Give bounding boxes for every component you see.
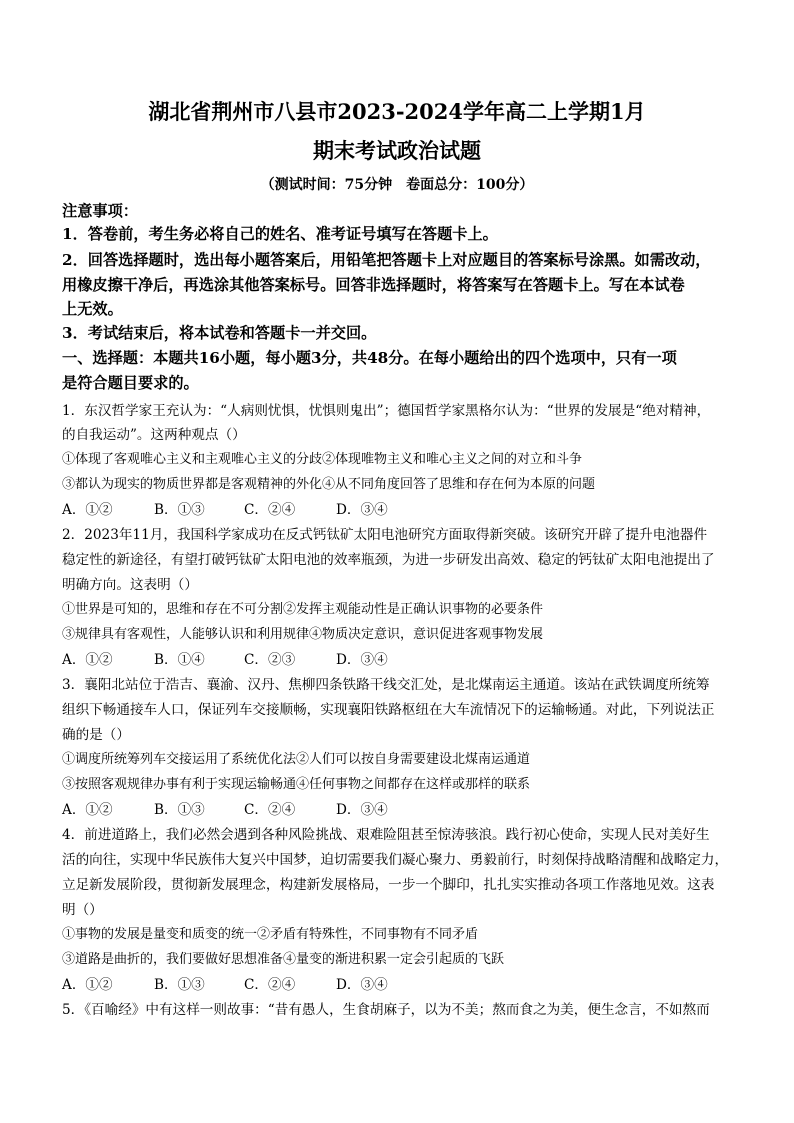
notice-item-1: 1．答卷前，考生务必将自己的姓名、准考证号填写在答题卡上。 [62, 225, 498, 243]
q3-option-d: D．③④ [336, 802, 388, 818]
section-heading-line2: 是符合题目要求的。 [62, 374, 199, 392]
notice-item-2-line1: 2．回答选择题时，选出每小题答案后，用铅笔把答题卡上对应题目的答案标号涂黑。如需改动， [62, 251, 711, 269]
q2-stem-line1: 2．2023年11月，我国科学家成功在反式钙钛矿太阳电池研究方面取得新突破。该研究开辟了提升电池器件 [62, 527, 708, 543]
q1-stem-line2: 的自我运动”。这两种观点（） [62, 427, 246, 443]
q3-option-a: A．①② [62, 802, 113, 818]
q1-option-b: B．①③ [154, 502, 205, 518]
q4-option-c: C．②④ [244, 977, 296, 993]
section-heading-line1: 一、选择题：本题共16小题，每小题3分，共48分。在每小题给出的四个选项中，只有一项 [62, 349, 677, 367]
q3-statement-1: ①调度所统筹列车交接运用了系统优化法②人们可以按自身需要建设北煤南运通道 [62, 752, 531, 767]
q1-option-d: D．③④ [336, 502, 388, 518]
q4-option-d: D．③④ [336, 977, 388, 993]
notice-heading: 注意事项： [62, 202, 138, 220]
q3-statement-2: ③按照客观规律办事有利于实现运输畅通④任何事物之间都存在这样或那样的联系 [62, 777, 531, 792]
q2-statement-2: ③规律具有客观性，人能够认识和利用规律④物质决定意识，意识促进客观事物发展 [62, 627, 544, 642]
notice-item-3: 3．考试结束后，将本试卷和答题卡一并交回。 [62, 324, 377, 342]
q3-option-b: B．①③ [154, 802, 205, 818]
q1-statement-1: ①体现了客观唯心主义和主观唯心主义的分歧②体现唯物主义和唯心主义之间的对立和斗争 [62, 452, 583, 467]
q2-statement-1: ①世界是可知的，思维和存在不可分割②发挥主观能动性是正确认识事物的必要条件 [62, 602, 544, 617]
exam-subtitle: （测试时间：75分钟 卷面总分：100分） [260, 177, 534, 193]
exam-title-line1: 湖北省荆州市八县市2023-2024学年高二上学期1月 [148, 99, 646, 124]
q2-option-d: D．③④ [336, 652, 388, 668]
q2-stem-line2: 稳定性的新途径，有望打破钙钛矿太阳电池的效率瓶颈，为进一步研发出高效、稳定的钙钛矿太阳电池提出了 [62, 552, 715, 568]
q1-option-a: A．①② [62, 502, 113, 518]
q4-option-b: B．①③ [154, 977, 205, 993]
q4-stem-line2: 活的向往，实现中华民族伟大复兴中国梦，迫切需要我们凝心聚力、勇毅前行，时刻保持战略清醒和战略定力， [62, 852, 729, 868]
q4-stem-line1: 4．前进道路上，我们必然会遇到各种风险挑战、艰难险阻甚至惊涛骇浪。践行初心使命，实现人民对美好生 [62, 827, 710, 843]
q3-stem-line3: 确的是（） [62, 727, 130, 743]
notice-item-2-line2: 用橡皮擦干净后，再选涂其他答案标号。回答非选择题时，将答案写在答题卡上。写在本试卷 [62, 276, 685, 294]
q2-option-a: A．①② [62, 652, 113, 668]
exam-title-line2: 期末考试政治试题 [313, 138, 481, 163]
q3-option-c: C．②④ [244, 802, 296, 818]
q4-statement-1: ①事物的发展是量变和质变的统一②矛盾有特殊性，不同事物有不同矛盾 [62, 927, 479, 942]
q3-stem-line1: 3．襄阳北站位于浩吉、襄渝、汉丹、焦柳四条铁路干线交汇处，是北煤南运主通道。该站在武铁调度所统筹 [62, 677, 710, 693]
q2-stem-line3: 明确方向。这表明（） [62, 577, 198, 593]
q1-option-c: C．②④ [244, 502, 296, 518]
q3-stem-line2: 组织下畅通接车人口，保证列车交接顺畅，实现襄阳铁路枢纽在大车流情况下的运输畅通。对此，下列说法正 [62, 702, 715, 718]
q4-option-a: A．①② [62, 977, 113, 993]
q4-stem-line3: 立足新发展阶段，贯彻新发展理念，构建新发展格局，一步一个脚印，扎扎实实推动各项工作落地见效。这表 [62, 877, 715, 893]
q4-statement-2: ③道路是曲折的，我们要做好思想准备④量变的渐进积累一定会引起质的飞跃 [62, 952, 505, 967]
q2-option-b: B．①④ [154, 652, 205, 668]
q5-stem-line1: 5．《百喻经》中有这样一则故事：“昔有愚人，生食胡麻子，以为不美；熬而食之为美，便生念言，不如熬而 [62, 1002, 710, 1018]
q1-stem-line1: 1．东汉哲学家王充认为：“人病则忧惧，忧惧则鬼出”；德国哲学家黑格尔认为：“世界的发展是“绝对精神， [62, 403, 711, 419]
q4-stem-line4: 明（） [62, 902, 103, 918]
q2-option-c: C．②③ [244, 652, 296, 668]
q1-statement-2: ③都认为现实的物质世界都是客观精神的外化④从不同角度回答了思维和存在何为本原的问题 [62, 477, 596, 492]
notice-item-2-line3: 上无效。 [62, 300, 123, 318]
